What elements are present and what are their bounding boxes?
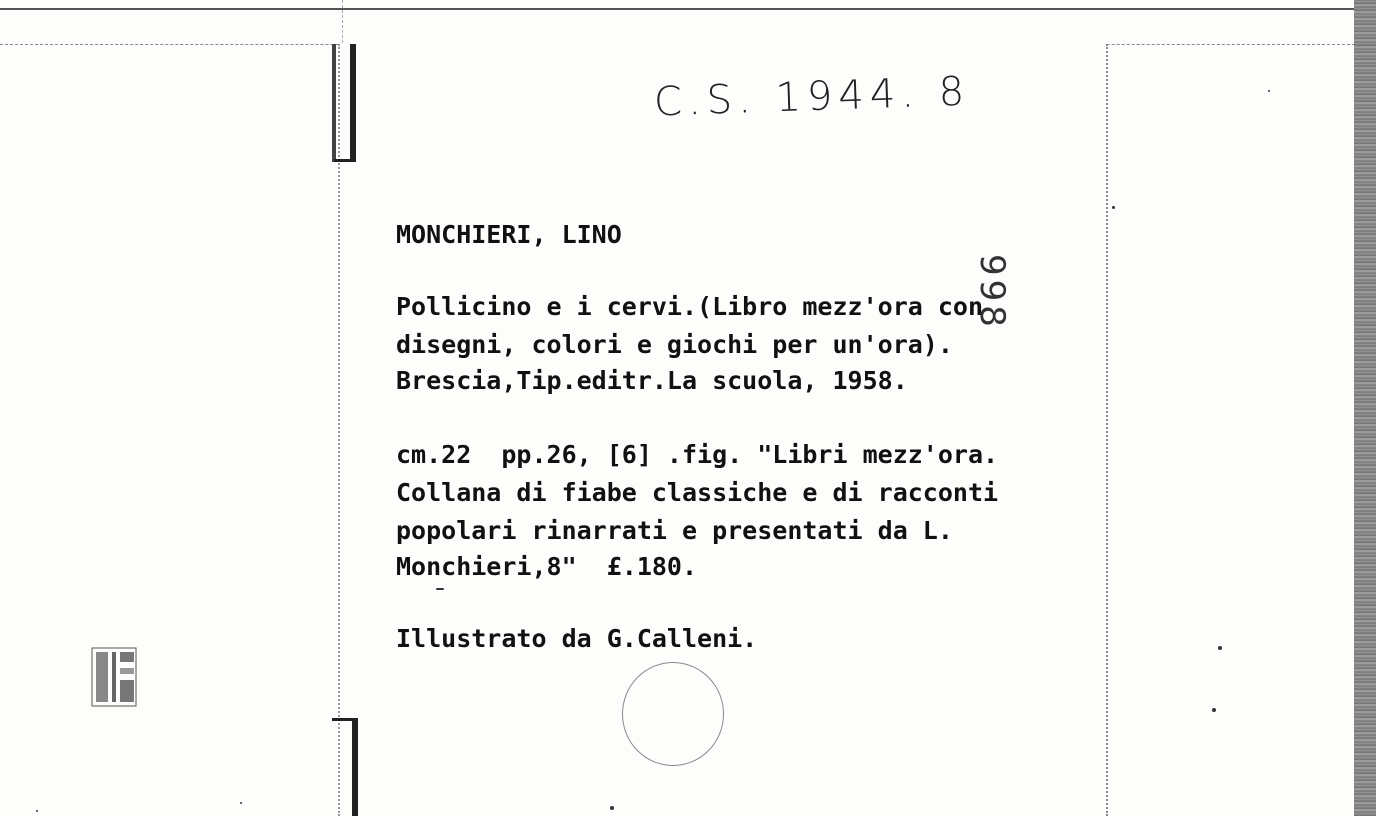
scanner-edge [1354,0,1376,816]
speck [1218,646,1222,650]
punch-hole-circle [622,662,724,766]
speck [240,802,242,804]
speck [36,810,38,812]
speck [1268,90,1270,92]
speck [610,806,614,810]
collation-line-4: Monchieri,8" £.180. [396,552,698,581]
collation-line-3: popolari rinarrati e presentati da L. [396,516,953,545]
title-line-1: Pollicino e i cervi.(Libro mezz'ora con [396,292,983,321]
author-heading: MONCHIERI, LINO [396,220,622,249]
top-border-line [0,8,1360,10]
speck [1112,206,1115,209]
title-line-3: Brescia,Tip.editr.La scuola, 1958. [396,366,908,395]
title-line-2: disegni, colori e giochi per un'ora). [396,330,953,359]
shelfmark: C.S. 1944. 8 [653,68,971,126]
collation-line-2: Collana di fiabe classiche e di racconti [396,478,999,507]
collation-line-1: cm.22 pp.26, [6] .fig. "Libri mezz'ora. [396,440,999,469]
speck [1212,708,1216,712]
illustrator-note: Illustrato da G.Calleni. [396,624,758,653]
binding-bracket-top [334,44,356,162]
index-card [338,44,1108,816]
library-stamp-icon [90,644,138,710]
vertical-number: 998 [972,254,1012,331]
binding-bracket-bottom [332,718,358,816]
speck [436,588,444,590]
